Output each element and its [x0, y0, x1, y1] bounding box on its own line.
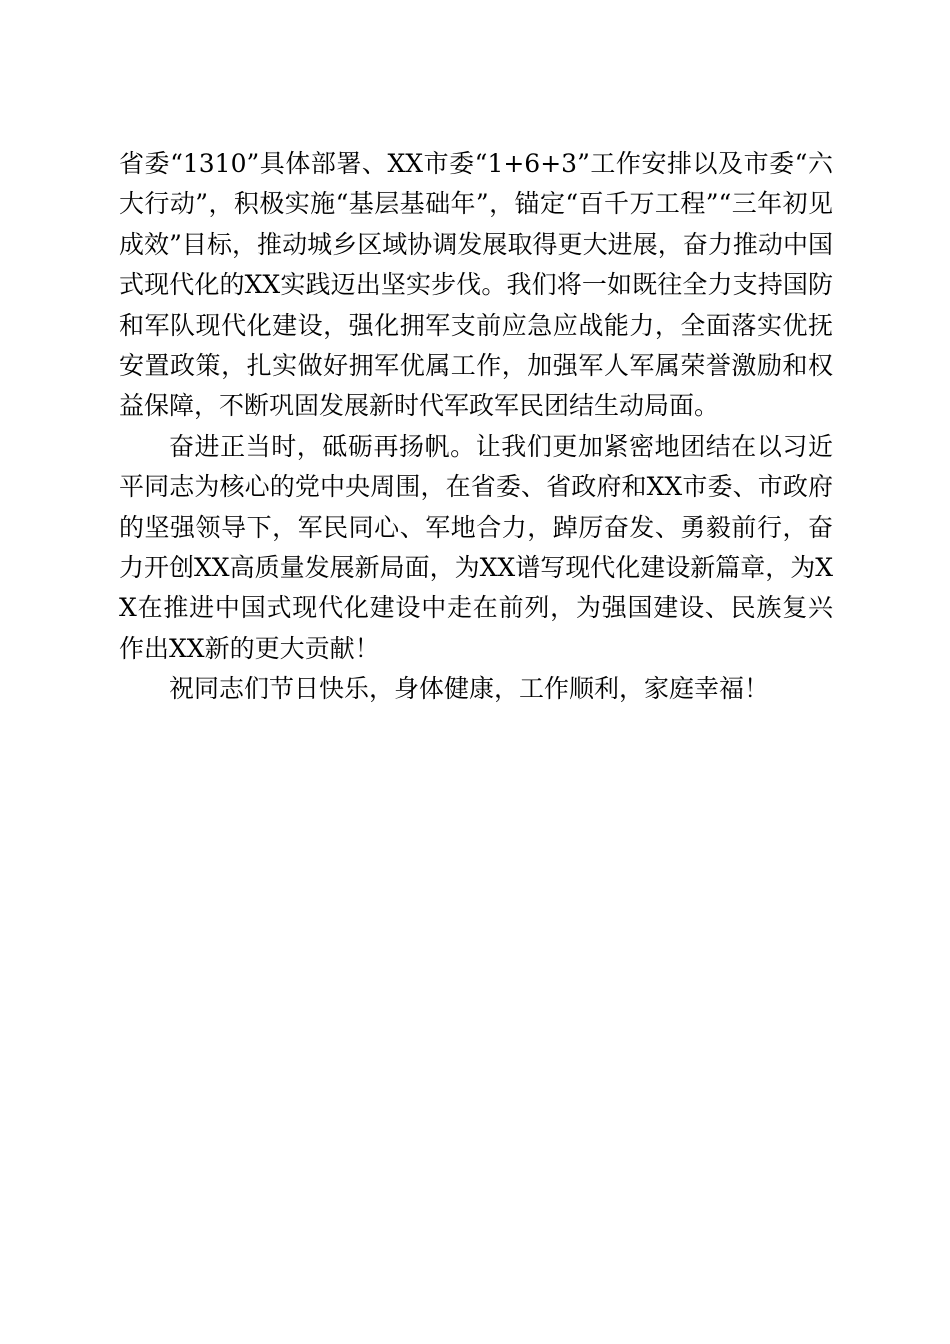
paragraph-closing-wishes: 祝同志们节日快乐，身体健康，工作顺利，家庭幸福！ — [169, 674, 770, 704]
paragraph-call-to-action: 奋进正当时，砥砺再扬帆。让我们更加紧密地团结在以习近平同志为核心的党中央周围，在省委、省政府和XX市委、市政府的坚强领导下，军民同心、军地合力，踔厉奋发、勇毅前行，奋力开创XX高质量发展新局面，为XX谱写现代化建设新篇章，为XX在推进中国式现代化建设中走在前列，为强国建设、民族复兴作出XX新的更大贡献！ — [119, 431, 833, 663]
document-body — [119, 144, 833, 710]
paragraph-continuation: 省委“1310”具体部署、XX市委“1+6+3”工作安排以及市委“六大行动”，积极实施“基层基础年”，锚定“百千万工程”“三年初见成效”目标，推动城乡区域协调发展取得更大进展，奋力推动中国式现代化的XX实践迈出坚实步伐。我们将一如既往全力支持国防和军队现代化建设，强化拥军支前应急应战能力，全面落实优抚安置政策，扎实做好拥军优属工作，加强军人军属荣誉激励和权益保障，不断巩固发展新时代军政军民团结生动局面。 — [119, 149, 833, 421]
